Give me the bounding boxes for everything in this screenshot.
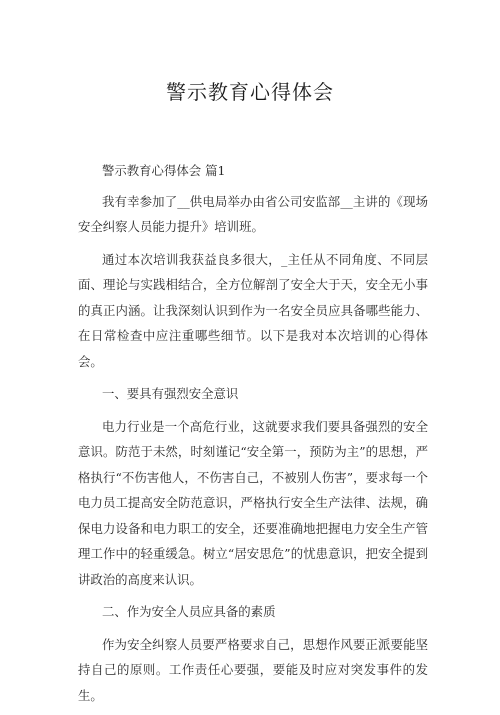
document-body [78, 158, 428, 715]
section-heading-safety-awareness: 一、要具有强烈安全意识 [102, 386, 239, 401]
paragraph-qualities: 作为安全纠察人员要严格要求自己，思想作风要正派要能坚持自己的原则。工作责任心要强，要能及时应对突发事件的发生。 [78, 636, 428, 703]
paragraph-safety-awareness: 电力行业是一个高危行业，这就要求我们要具备强烈的安全意识。防范于未然，时刻谨记“安全第一，预防为主”的思想，严格执行“不伤害他人，不伤害自己，不被别人伤害”，要求每一个电力员工提高安全防范意识，严格执行安全生产法律、法规，确保电力设备和电力职工的安全，还要准确地把握电力安全生产管理工作中的轻重缓急。树立“居安思危”的忧患意识，把安全提到讲政治的高度来认识。 [78, 418, 428, 587]
paragraph-intro: 我有幸参加了__供电局举办由省公司安监部__主讲的《现场安全纠察人员能力提升》培训班。 [78, 193, 428, 234]
section-subtitle: 警示教育心得体会 篇1 [102, 163, 226, 178]
section-heading-qualities: 二、作为安全人员应具备的素质 [102, 604, 276, 619]
document-title: 警示教育心得体会 [166, 80, 334, 104]
paragraph-training-summary: 通过本次培训我获益良多很大，_主任从不同角度、不同层面、理论与实践相结合，全方位解剖了安全大于天，安全无小事的真正内涵。让我深刻认识到作为一名安全员应具备哪些能力、在日常检查中应注重哪些细节。以下是我对本次培训的心得体会。 [78, 251, 428, 369]
